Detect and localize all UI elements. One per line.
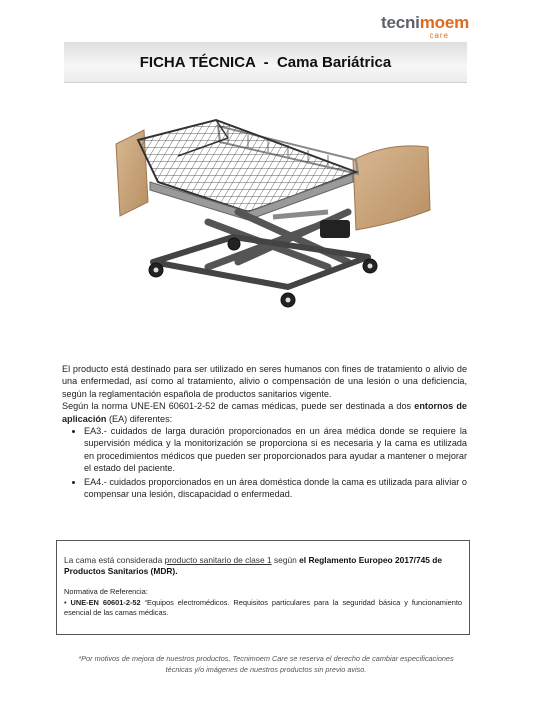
norm-paragraph-start: Según la norma UNE-EN 60601-2-52 de camas médicas, puede ser destinada a dos bbox=[62, 401, 415, 412]
norm-paragraph-emphasis: entornos de aplicación bbox=[62, 401, 467, 424]
classification-middle: según bbox=[271, 555, 300, 565]
norm-paragraph-end: (EA) diferentes: bbox=[106, 413, 173, 424]
norm-label: Normativa de Referencia: bbox=[64, 587, 148, 596]
norm-paragraph bbox=[62, 400, 467, 425]
environments-list bbox=[62, 425, 467, 500]
brand-logo bbox=[381, 14, 469, 40]
wheel bbox=[228, 238, 240, 250]
norm-description: “Equipos electromédicos. Requisitos particulares para la seguridad básica y funcionamiento esencial de las camas médicas. bbox=[64, 598, 462, 617]
headboard-right bbox=[353, 146, 430, 230]
mattress-platform bbox=[138, 120, 356, 212]
brand-name-part2: moem bbox=[419, 13, 469, 32]
brand-name-part1: tecni bbox=[381, 13, 420, 32]
classification-box bbox=[56, 540, 470, 635]
norm-reference bbox=[64, 598, 462, 618]
title-bar bbox=[64, 42, 467, 83]
list-item: • EA4.- cuidados proporcionados en un área doméstica donde la cama es utilizada para aliviar o compensar una lesión, discapacidad o enfermedad. bbox=[84, 476, 467, 501]
list-item: • EA3.- cuidados de larga duración proporcionados en un área médica donde se requiere la supervisión médica y la monitorización se proporciona si es necesaria y la cama es utilizada en procedimientos médicos que pueden ser proporcionados para ayudar a mantener o mejorar el estado del paciente. bbox=[84, 425, 467, 475]
disclaimer: *Por motivos de mejora de nuestros productos, Tecnimoem Care se reserva el derecho de cambiar especificaciones técnicas y/o imágenes de nuestros productos sin previo aviso. bbox=[78, 654, 454, 674]
motor bbox=[320, 220, 350, 238]
brand-name bbox=[381, 14, 469, 31]
brand-subtitle: care bbox=[429, 31, 449, 40]
intended-use-section bbox=[62, 363, 467, 501]
bullet-icon: • bbox=[64, 598, 71, 607]
classification-line bbox=[64, 555, 462, 577]
regulation-name: el Reglamento Europeo 2017/745 de Productos Sanitarios (MDR). bbox=[64, 555, 443, 576]
norm-code: UNE-EN 60601-2-52 bbox=[70, 598, 141, 607]
classification-prefix: La cama está considerada bbox=[64, 555, 165, 565]
bed-image bbox=[98, 112, 443, 317]
page-title: FICHA TÉCNICA - Cama Bariátrica bbox=[139, 53, 392, 71]
class-link: producto sanitario de clase 1 bbox=[164, 555, 272, 565]
intended-use-paragraph: El producto está destinado para ser utilizado en seres humanos con fines de tratamiento o alivio de una enfermedad, así como al tratamiento, alivio o compensación de una lesión o una deficiencia, según la reglamentación española de productos sanitarios vigente. bbox=[62, 364, 467, 399]
